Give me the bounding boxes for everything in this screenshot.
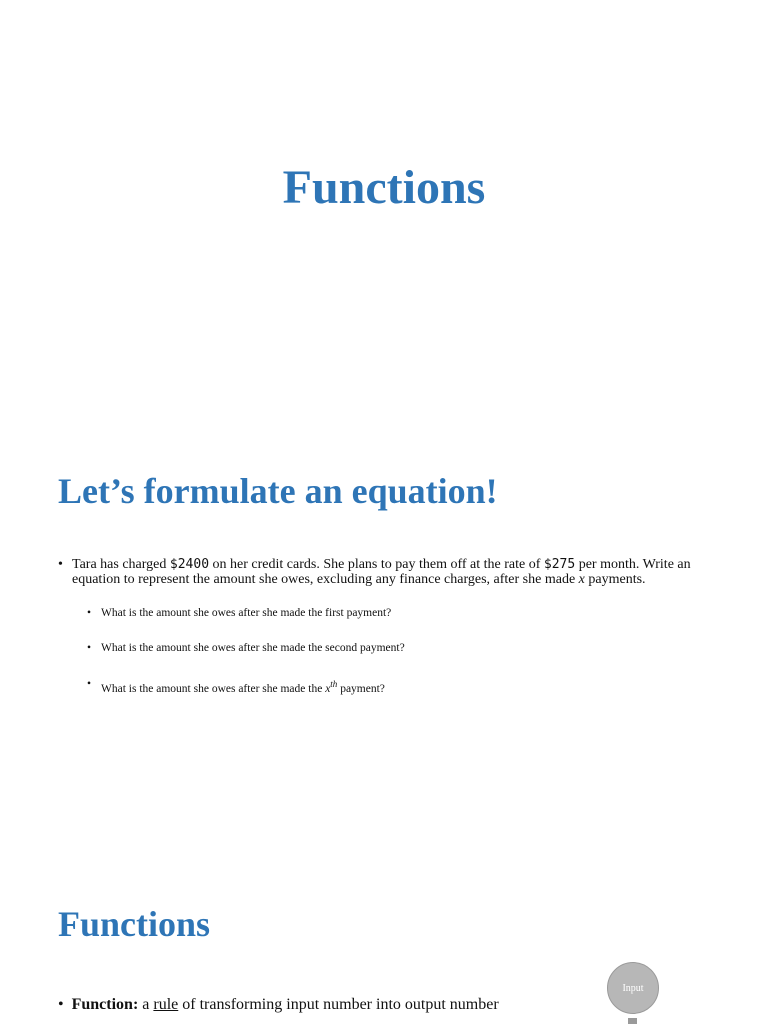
problem-text: Tara has charged $2400 on her credit cards. She plans to pay them off at the rate of $275 per month. Write an equation to represent the amount she owes, excluding any finance charges, after she made x payments. xyxy=(72,557,691,587)
sub-question-1: • What is the amount she owes after she made the first payment? xyxy=(87,607,392,619)
sub-question-2: • What is the amount she owes after she made the second payment? xyxy=(87,642,405,654)
sub-question-3: • What is the amount she owes after she made the $x^{th}$ payment? xyxy=(87,678,385,695)
problem-bullet xyxy=(58,557,718,587)
bullet-dot: • xyxy=(58,557,63,572)
equation-slide-heading: Let’s formulate an equation! xyxy=(58,471,498,511)
functions-slide-heading: Functions xyxy=(58,904,211,944)
title-slide xyxy=(0,0,768,410)
arrow-stem xyxy=(628,1018,637,1024)
input-node xyxy=(607,962,659,1014)
main-title: Functions xyxy=(282,161,486,214)
function-definition-bullet: • Function: a rule of transforming input number into output number xyxy=(58,996,499,1013)
input-node-label: Input xyxy=(622,982,644,994)
